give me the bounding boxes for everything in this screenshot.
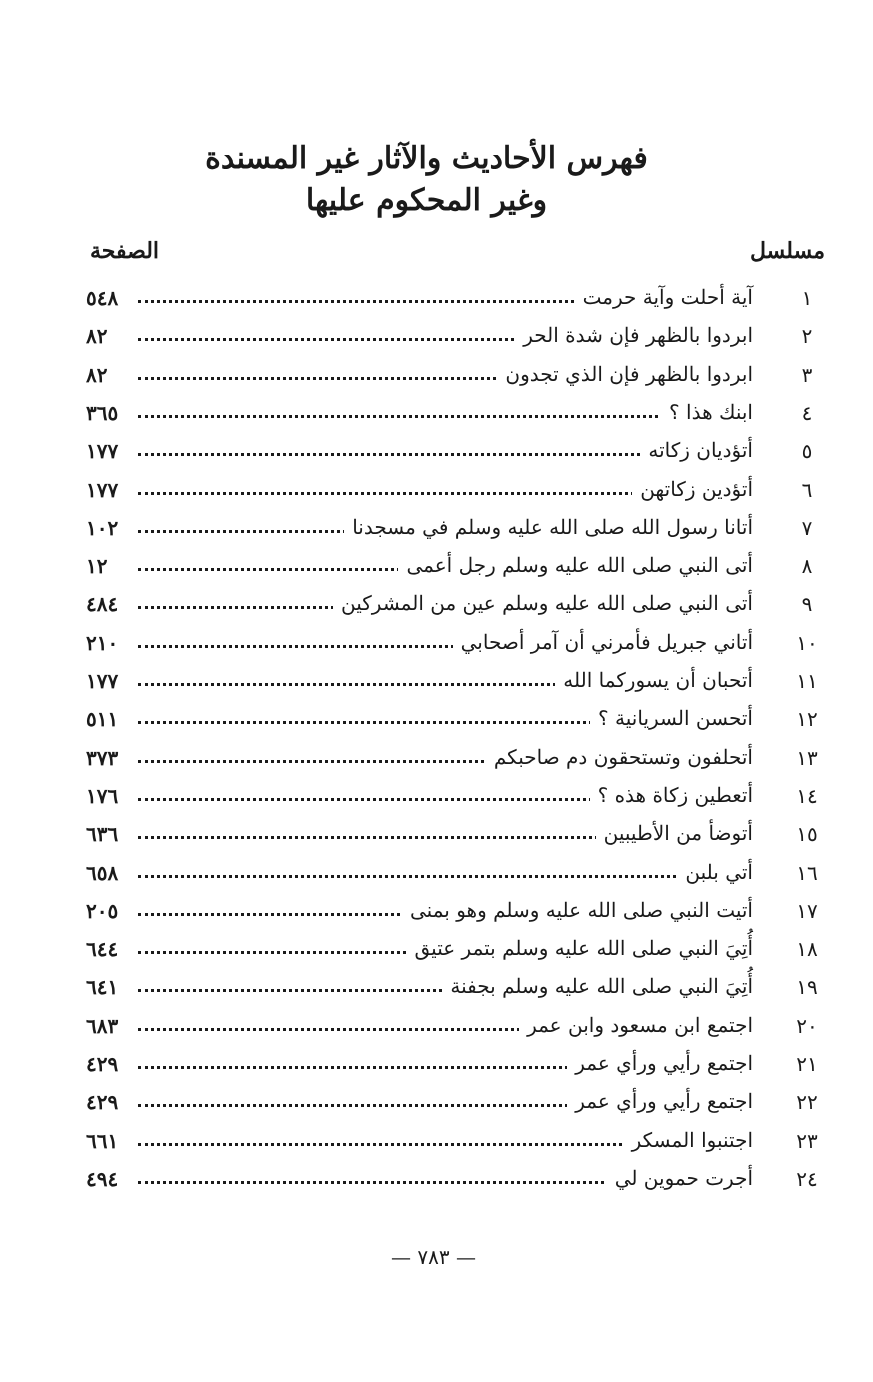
page-title: فهرس الأحاديث والآثار غير المسندة (205, 141, 648, 176)
page-ref: ٥١١ (86, 707, 119, 732)
serial-number: ٣ (801, 362, 813, 387)
hadith-text: أتيت النبي صلى الله عليه وسلم وهو بمنى (402, 899, 753, 921)
serial-number: ٤ (801, 400, 813, 425)
list-item (0, 628, 873, 666)
hadith-text: أُتِيَ النبي صلى الله عليه وسلم بتمر عتيق (407, 937, 754, 959)
hadith-text: ابردوا بالظهر فإن شدة الحر (515, 324, 753, 346)
hadith-text: أتؤديان زكاته (640, 439, 753, 461)
serial-number: ٨ (801, 554, 813, 579)
hadith-text: أجرت حموين لي (607, 1167, 753, 1189)
list-item (0, 819, 873, 857)
serial-number: ١٩ (796, 975, 818, 1000)
list-item (0, 398, 873, 436)
serial-number: ٢٠ (796, 1013, 818, 1038)
page-ref: ١٧٧ (86, 477, 119, 502)
hadith-text: أتوضأ من الأطيبين (596, 822, 753, 844)
hadith-text: أتحبان أن يسوركما الله (555, 669, 753, 691)
page-ref: ١٢ (86, 554, 108, 579)
page-ref: ٢١٠ (86, 630, 119, 655)
page-ref: ٣٦٥ (86, 400, 119, 425)
hadith-text: اجتمع رأيي ورأي عمر (567, 1090, 753, 1112)
page-ref: ١٧٧ (86, 669, 119, 693)
list-item (0, 1049, 873, 1087)
list-item (0, 781, 873, 819)
hadith-text: أتى النبي صلى الله عليه وسلم رجل أعمى (398, 554, 753, 576)
page-ref: ٦٨٣ (86, 1013, 119, 1038)
serial-number: ٢٢ (796, 1090, 818, 1115)
page-column-header: الصفحة (90, 238, 160, 264)
list-item (0, 321, 873, 359)
serial-number: ١١ (796, 669, 818, 693)
page-ref: ١٠٢ (86, 515, 119, 540)
hadith-text: أتحسن السريانية ؟ (590, 707, 753, 729)
hadith-text: اجتمع ابن مسعود وابن عمر (519, 1014, 753, 1036)
page-ref: ٦٣٦ (86, 822, 119, 847)
hadith-text: أتعطين زكاة هذه ؟ (590, 784, 753, 806)
serial-number: ٢١ (796, 1052, 818, 1076)
hadith-text: أتي بلبن (677, 861, 753, 883)
list-item (0, 360, 873, 398)
hadith-text: آية أحلت وآية حرمت (575, 286, 753, 308)
page-ref: ٦٤٤ (86, 937, 119, 962)
list-item (0, 589, 873, 627)
list-item (0, 1087, 873, 1125)
page-ref: ٢٠٥ (86, 898, 119, 923)
list-item (0, 666, 873, 704)
page-ref: ٦٥٨ (86, 860, 119, 885)
list-item (0, 743, 873, 781)
list-item (0, 858, 873, 896)
hadith-text: اجتنبوا المسكر (624, 1129, 753, 1151)
serial-number: ١٣ (796, 745, 818, 770)
page-ref: ١٧٦ (86, 783, 119, 808)
list-item (0, 283, 873, 321)
list-item (0, 475, 873, 513)
page-ref: ٤٩٤ (86, 1166, 119, 1191)
list-item (0, 1126, 873, 1164)
page-ref: ١٧٧ (86, 439, 119, 464)
serial-number: ١٦ (796, 860, 818, 885)
page-number: — ٧٨٣ — (391, 1245, 476, 1269)
hadith-text: أُتِيَ النبي صلى الله عليه وسلم بجفنة (442, 975, 753, 997)
page-ref: ٦٦١ (86, 1128, 119, 1153)
serial-number: ٧ (801, 515, 813, 540)
list-item (0, 513, 873, 551)
serial-number: ٢٣ (796, 1128, 818, 1153)
list-item (0, 551, 873, 589)
list-item (0, 934, 873, 972)
page-ref: ٤٨٤ (86, 592, 119, 617)
serial-number: ١٧ (796, 898, 818, 923)
serial-number: ٥ (801, 439, 813, 464)
serial-number: ١٥ (796, 822, 818, 847)
serial-number: ١٢ (796, 707, 818, 732)
serial-number: ١٠ (796, 630, 818, 655)
serial-number: ١٨ (796, 937, 818, 962)
list-item (0, 1164, 873, 1202)
hadith-text: ابردوا بالظهر فإن الذي تجدون (497, 363, 753, 385)
hadith-text: أتحلفون وتستحقون دم صاحبكم (486, 746, 753, 768)
hadith-text: أتى النبي صلى الله عليه وسلم عين من المشركين (333, 592, 753, 614)
page-ref: ٨٢ (86, 324, 108, 349)
hadith-text: أتانا رسول الله صلى الله عليه وسلم في مسجدنا (344, 516, 753, 538)
list-item (0, 1011, 873, 1049)
hadith-text: أتاني جبريل فأمرني أن آمر أصحابي (453, 631, 753, 653)
page-ref: ٤٢٩ (86, 1052, 119, 1076)
hadith-text: ابنك هذا ؟ (661, 401, 753, 423)
list-item (0, 436, 873, 474)
serial-number: ٩ (801, 592, 813, 617)
serial-column-header: مسلسل (750, 238, 825, 264)
serial-number: ٦ (801, 477, 813, 502)
hadith-text: اجتمع رأيي ورأي عمر (567, 1052, 753, 1074)
page-subtitle: وغير المحكوم عليها (305, 183, 548, 218)
page-ref: ٨٢ (86, 362, 108, 387)
hadith-text: أتؤدين زكاتهن (632, 478, 753, 500)
serial-number: ٢٤ (796, 1166, 818, 1191)
dot-leader (138, 868, 743, 880)
serial-number: ١ (801, 286, 813, 310)
list-item (0, 704, 873, 742)
dot-leader (138, 408, 743, 420)
page-ref: ٣٧٣ (86, 745, 119, 770)
list-item (0, 896, 873, 934)
page-ref: ٤٢٩ (86, 1090, 119, 1115)
page-ref: ٥٤٨ (86, 286, 119, 310)
page-ref: ٦٤١ (86, 975, 119, 1000)
serial-number: ٢ (801, 324, 813, 349)
list-item (0, 972, 873, 1010)
serial-number: ١٤ (796, 783, 818, 808)
